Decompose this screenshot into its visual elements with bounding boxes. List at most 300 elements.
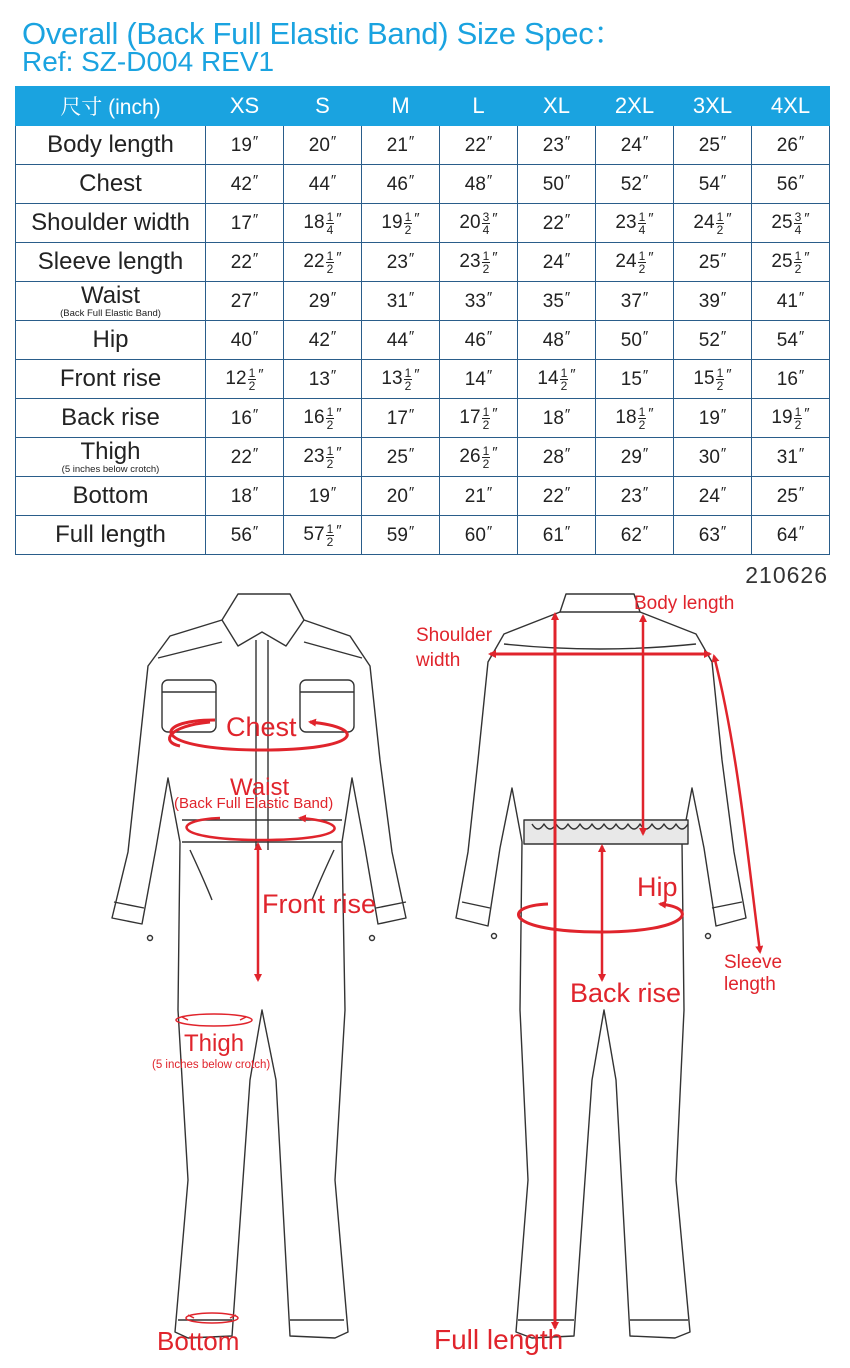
measurement-cell bbox=[518, 282, 596, 321]
measurement-cell bbox=[518, 204, 596, 243]
inch-mark: ″ bbox=[336, 405, 342, 423]
sleeve-length-label-line2: length bbox=[724, 974, 776, 995]
size-spec-table bbox=[15, 86, 830, 555]
row-label bbox=[16, 360, 206, 399]
measurement-fraction: $\frac{1}{2}$ bbox=[560, 365, 568, 393]
measurement-value: 62 bbox=[620, 525, 642, 546]
measurement-cell bbox=[206, 282, 284, 321]
measurement-value: 33 bbox=[464, 291, 486, 312]
measurement-value: 16 bbox=[230, 408, 252, 429]
measurement-value: 23 bbox=[459, 251, 481, 273]
measurement-value: 24 bbox=[542, 252, 564, 273]
body-length-label: Body length bbox=[634, 593, 735, 614]
row-label-text: Thigh bbox=[80, 437, 141, 465]
measurement-value: 31 bbox=[776, 447, 798, 468]
measurement-value: 27 bbox=[230, 291, 252, 312]
row-label-text: Bottom bbox=[72, 482, 149, 509]
inch-mark: ″ bbox=[492, 210, 498, 228]
measurement-cell bbox=[206, 243, 284, 282]
row-label bbox=[16, 126, 206, 165]
row-label bbox=[16, 321, 206, 360]
measurement-cell bbox=[752, 165, 830, 204]
inch-mark: ″ bbox=[798, 445, 805, 462]
inch-mark: ″ bbox=[492, 405, 498, 423]
measurement-value: 41 bbox=[776, 291, 798, 312]
garment-diagram bbox=[0, 580, 850, 1368]
measurement-cell bbox=[206, 321, 284, 360]
hip-label: Hip bbox=[637, 872, 678, 902]
measurement-cell bbox=[596, 399, 674, 438]
measurement-cell bbox=[752, 516, 830, 555]
measurement-fraction: $\frac{1}{2}$ bbox=[326, 521, 334, 549]
measurement-value: 22 bbox=[542, 213, 564, 234]
inch-mark: ″ bbox=[336, 249, 342, 267]
measurement-cell bbox=[596, 282, 674, 321]
reference-number: Ref: SZ-D004 REV1 bbox=[22, 46, 275, 77]
row-label bbox=[16, 438, 206, 477]
measurement-cell bbox=[284, 399, 362, 438]
measurement-cell bbox=[206, 165, 284, 204]
inch-mark: ″ bbox=[804, 210, 810, 228]
measurement-value: 29 bbox=[308, 291, 330, 312]
measurement-fraction: $\frac{1}{2}$ bbox=[716, 209, 724, 237]
header-size: XS bbox=[206, 87, 284, 126]
measurement-value: 61 bbox=[542, 525, 564, 546]
measurement-cell bbox=[518, 243, 596, 282]
measurement-fraction: $\frac{1}{2}$ bbox=[638, 248, 646, 276]
inch-mark: ″ bbox=[648, 405, 654, 423]
measurement-cell bbox=[284, 243, 362, 282]
measurement-cell bbox=[674, 204, 752, 243]
measurement-cell bbox=[596, 516, 674, 555]
measurement-value: 18 bbox=[542, 408, 564, 429]
measurement-cell bbox=[284, 438, 362, 477]
row-sublabel: (5 inches below crotch) bbox=[61, 463, 160, 475]
measurement-cell bbox=[440, 204, 518, 243]
inch-mark: ″ bbox=[414, 366, 420, 384]
inch-mark: ″ bbox=[486, 133, 493, 150]
inch-mark: ″ bbox=[486, 172, 493, 189]
row-label bbox=[16, 165, 206, 204]
measurement-value: 19 bbox=[308, 486, 330, 507]
measurement-value: 26 bbox=[459, 446, 481, 468]
table-body bbox=[16, 126, 830, 555]
inch-mark: ″ bbox=[564, 133, 571, 150]
inch-mark: ″ bbox=[252, 133, 259, 150]
inch-mark: ″ bbox=[720, 133, 727, 150]
inch-mark: ″ bbox=[564, 250, 571, 267]
measurement-value: 18 bbox=[230, 486, 252, 507]
measurement-value: 25 bbox=[771, 251, 793, 273]
measurement-value: 52 bbox=[698, 330, 720, 351]
measurement-value: 16 bbox=[303, 407, 325, 429]
measurement-cell bbox=[440, 321, 518, 360]
measurement-value: 24 bbox=[615, 251, 637, 273]
table-row bbox=[16, 204, 830, 243]
measurement-cell bbox=[284, 282, 362, 321]
measurement-cell bbox=[362, 204, 440, 243]
inch-mark: ″ bbox=[486, 328, 493, 345]
measurement-cell bbox=[596, 126, 674, 165]
measurement-value: 63 bbox=[698, 525, 720, 546]
full-length-label: Full length bbox=[434, 1324, 564, 1355]
measurement-cell bbox=[752, 360, 830, 399]
inch-mark: ″ bbox=[720, 289, 727, 306]
measurement-value: 22 bbox=[230, 252, 252, 273]
measurement-value: 39 bbox=[698, 291, 720, 312]
measurement-cell bbox=[596, 204, 674, 243]
measurement-value: 42 bbox=[308, 330, 330, 351]
measurement-cell bbox=[440, 516, 518, 555]
inch-mark: ″ bbox=[804, 405, 810, 423]
measurement-cell bbox=[284, 165, 362, 204]
measurement-cell bbox=[440, 126, 518, 165]
measurement-value: 56 bbox=[776, 174, 798, 195]
measurement-value: 23 bbox=[386, 252, 408, 273]
table-row bbox=[16, 399, 830, 438]
measurement-fraction: $\frac{1}{2}$ bbox=[794, 248, 802, 276]
measurement-fraction: $\frac{1}{2}$ bbox=[482, 248, 490, 276]
measurement-fraction: $\frac{1}{2}$ bbox=[326, 248, 334, 276]
row-label-text: Full length bbox=[55, 521, 166, 548]
waist-sublabel: (Back Full Elastic Band) bbox=[174, 795, 334, 812]
measurement-value: 22 bbox=[230, 447, 252, 468]
measurement-cell bbox=[752, 126, 830, 165]
inch-mark: ″ bbox=[798, 367, 805, 384]
waist-label: Waist bbox=[230, 774, 290, 801]
chest-label: Chest bbox=[226, 712, 297, 742]
inch-mark: ″ bbox=[720, 484, 727, 501]
measurement-cell bbox=[752, 477, 830, 516]
row-label-text: Front rise bbox=[59, 365, 162, 392]
measurement-cell bbox=[518, 399, 596, 438]
inch-mark: ″ bbox=[726, 210, 732, 228]
measurement-value: 17 bbox=[459, 407, 481, 429]
inch-mark: ″ bbox=[252, 172, 259, 189]
measurement-value: 20 bbox=[459, 212, 481, 234]
inch-mark: ″ bbox=[252, 523, 259, 540]
front-measurement-lines bbox=[170, 720, 348, 980]
inch-mark: ″ bbox=[414, 210, 420, 228]
measurement-cell bbox=[674, 477, 752, 516]
measurement-cell bbox=[674, 399, 752, 438]
measurement-value: 48 bbox=[464, 174, 486, 195]
inch-mark: ″ bbox=[252, 289, 259, 306]
measurement-value: 26 bbox=[776, 135, 798, 156]
measurement-cell bbox=[440, 399, 518, 438]
table-row bbox=[16, 126, 830, 165]
measurement-cell bbox=[440, 165, 518, 204]
inch-mark: ″ bbox=[486, 289, 493, 306]
inch-mark: ″ bbox=[798, 172, 805, 189]
measurement-value: 24 bbox=[693, 212, 715, 234]
shoulder-width-label-line1: Shoulder bbox=[416, 625, 493, 646]
row-label-text: Back rise bbox=[61, 404, 160, 431]
inch-mark: ″ bbox=[720, 328, 727, 345]
measurement-value: 14 bbox=[537, 368, 559, 390]
header-size: S bbox=[284, 87, 362, 126]
row-label-text: Chest bbox=[79, 170, 142, 197]
thigh-sublabel: (5 inches below crotch) bbox=[152, 1059, 271, 1071]
inch-mark: ″ bbox=[720, 172, 727, 189]
measurement-value: 25 bbox=[698, 135, 720, 156]
measurement-value: 37 bbox=[620, 291, 642, 312]
header-size: L bbox=[440, 87, 518, 126]
measurement-value: 23 bbox=[620, 486, 642, 507]
measurement-value: 28 bbox=[542, 447, 564, 468]
inch-mark: ″ bbox=[252, 328, 259, 345]
measurement-cell bbox=[752, 321, 830, 360]
inch-mark: ″ bbox=[720, 406, 727, 423]
inch-mark: ″ bbox=[648, 210, 654, 228]
thigh-label: Thigh bbox=[184, 1030, 245, 1057]
inch-mark: ″ bbox=[642, 484, 649, 501]
inch-mark: ″ bbox=[408, 445, 415, 462]
measurement-cell bbox=[206, 516, 284, 555]
measurement-cell bbox=[440, 360, 518, 399]
measurement-value: 24 bbox=[698, 486, 720, 507]
measurement-value: 22 bbox=[464, 135, 486, 156]
row-sublabel: (Back Full Elastic Band) bbox=[60, 307, 161, 319]
inch-mark: ″ bbox=[642, 328, 649, 345]
measurement-value: 44 bbox=[308, 174, 330, 195]
header-size: M bbox=[362, 87, 440, 126]
inch-mark: ″ bbox=[642, 523, 649, 540]
measurement-cell bbox=[674, 165, 752, 204]
measurement-value: 13 bbox=[308, 369, 330, 390]
inch-mark: ″ bbox=[408, 328, 415, 345]
inch-mark: ″ bbox=[252, 211, 259, 228]
measurement-cell bbox=[518, 438, 596, 477]
row-label bbox=[16, 477, 206, 516]
measurement-value: 25 bbox=[776, 486, 798, 507]
header-size: 2XL bbox=[596, 87, 674, 126]
measurement-value: 17 bbox=[230, 213, 252, 234]
measurement-cell bbox=[362, 399, 440, 438]
inch-mark: ″ bbox=[720, 523, 727, 540]
measurement-fraction: $\frac{1}{2}$ bbox=[638, 404, 646, 432]
measurement-value: 21 bbox=[386, 135, 408, 156]
measurement-value: 54 bbox=[698, 174, 720, 195]
header-size: 3XL bbox=[674, 87, 752, 126]
header-size: XL bbox=[518, 87, 596, 126]
table-row bbox=[16, 516, 830, 555]
measurement-fraction: $\frac{1}{2}$ bbox=[404, 365, 412, 393]
inch-mark: ″ bbox=[330, 172, 337, 189]
measurement-fraction: $\frac{1}{4}$ bbox=[326, 209, 334, 237]
inch-mark: ″ bbox=[486, 367, 493, 384]
inch-mark: ″ bbox=[408, 523, 415, 540]
inch-mark: ″ bbox=[330, 484, 337, 501]
measurement-value: 25 bbox=[386, 447, 408, 468]
measurement-cell bbox=[440, 438, 518, 477]
measurement-value: 44 bbox=[386, 330, 408, 351]
measurement-cell bbox=[206, 126, 284, 165]
inch-mark: ″ bbox=[408, 172, 415, 189]
measurement-cell bbox=[362, 360, 440, 399]
measurement-cell bbox=[674, 516, 752, 555]
measurement-cell bbox=[674, 126, 752, 165]
back-measurement-lines bbox=[490, 614, 760, 1328]
measurement-cell bbox=[206, 399, 284, 438]
inch-mark: ″ bbox=[564, 172, 571, 189]
inch-mark: ″ bbox=[330, 328, 337, 345]
measurement-value: 60 bbox=[464, 525, 486, 546]
measurement-fraction: $\frac{1}{2}$ bbox=[326, 404, 334, 432]
measurement-cell bbox=[284, 126, 362, 165]
document-code: 210626 bbox=[745, 562, 828, 588]
measurement-value: 24 bbox=[620, 135, 642, 156]
measurement-fraction: $\frac{1}{2}$ bbox=[404, 209, 412, 237]
measurement-cell bbox=[284, 516, 362, 555]
measurement-value: 42 bbox=[230, 174, 252, 195]
shoulder-width-label-line2: width bbox=[416, 650, 461, 671]
inch-mark: ″ bbox=[486, 484, 493, 501]
measurement-cell bbox=[752, 438, 830, 477]
measurement-cell bbox=[752, 282, 830, 321]
inch-mark: ″ bbox=[642, 445, 649, 462]
inch-mark: ″ bbox=[330, 133, 337, 150]
measurement-cell bbox=[284, 360, 362, 399]
measurement-value: 18 bbox=[303, 212, 325, 234]
measurement-value: 13 bbox=[381, 368, 403, 390]
measurement-cell bbox=[752, 399, 830, 438]
front-rise-label: Front rise bbox=[262, 889, 377, 919]
inch-mark: ″ bbox=[720, 250, 727, 267]
table-header-row bbox=[16, 87, 830, 126]
measurement-cell bbox=[596, 165, 674, 204]
row-label bbox=[16, 399, 206, 438]
measurement-fraction: $\frac{3}{4}$ bbox=[482, 209, 490, 237]
sleeve-length-label-line1: Sleeve bbox=[724, 952, 783, 973]
measurement-cell bbox=[596, 321, 674, 360]
row-label-text: Shoulder width bbox=[31, 209, 190, 236]
inch-mark: ″ bbox=[564, 445, 571, 462]
measurement-value: 16 bbox=[776, 369, 798, 390]
row-label-text: Hip bbox=[92, 326, 129, 353]
measurement-fraction: $\frac{1}{2}$ bbox=[716, 365, 724, 393]
page-title: Overall (Back Full Elastic Band) Size Spec： bbox=[22, 16, 625, 51]
measurement-value: 23 bbox=[303, 446, 325, 468]
measurement-cell bbox=[362, 438, 440, 477]
inch-mark: ″ bbox=[252, 484, 259, 501]
inch-mark: ″ bbox=[336, 444, 342, 462]
header-unit-label: 尺寸 (inch) bbox=[16, 87, 206, 126]
inch-mark: ″ bbox=[648, 249, 654, 267]
row-label bbox=[16, 516, 206, 555]
measurement-value: 22 bbox=[303, 251, 325, 273]
measurement-cell bbox=[752, 204, 830, 243]
inch-mark: ″ bbox=[492, 444, 498, 462]
measurement-cell bbox=[752, 243, 830, 282]
measurement-value: 20 bbox=[308, 135, 330, 156]
inch-mark: ″ bbox=[642, 289, 649, 306]
measurement-value: 48 bbox=[542, 330, 564, 351]
inch-mark: ″ bbox=[798, 484, 805, 501]
measurement-cell bbox=[284, 204, 362, 243]
measurement-cell bbox=[674, 360, 752, 399]
table-row bbox=[16, 360, 830, 399]
inch-mark: ″ bbox=[564, 289, 571, 306]
measurement-value: 19 bbox=[381, 212, 403, 234]
measurement-cell bbox=[206, 204, 284, 243]
table-row bbox=[16, 477, 830, 516]
row-label bbox=[16, 204, 206, 243]
inch-mark: ″ bbox=[336, 522, 342, 540]
measurement-value: 46 bbox=[386, 174, 408, 195]
measurement-value: 59 bbox=[386, 525, 408, 546]
inch-mark: ″ bbox=[330, 289, 337, 306]
inch-mark: ″ bbox=[726, 366, 732, 384]
measurement-cell bbox=[440, 282, 518, 321]
measurement-value: 19 bbox=[230, 135, 252, 156]
table-row bbox=[16, 438, 830, 477]
measurement-cell bbox=[518, 126, 596, 165]
measurement-value: 31 bbox=[386, 291, 408, 312]
measurement-value: 30 bbox=[698, 447, 720, 468]
measurement-cell bbox=[362, 321, 440, 360]
row-label-text: Sleeve length bbox=[37, 248, 184, 275]
measurement-cell bbox=[596, 477, 674, 516]
inch-mark: ″ bbox=[486, 523, 493, 540]
table-row bbox=[16, 243, 830, 282]
inch-mark: ″ bbox=[642, 172, 649, 189]
measurement-cell bbox=[362, 165, 440, 204]
measurement-cell bbox=[674, 243, 752, 282]
measurement-value: 15 bbox=[620, 369, 642, 390]
inch-mark: ″ bbox=[408, 133, 415, 150]
measurement-value: 22 bbox=[542, 486, 564, 507]
measurement-value: 19 bbox=[698, 408, 720, 429]
measurement-fraction: $\frac{1}{2}$ bbox=[482, 443, 490, 471]
inch-mark: ″ bbox=[330, 367, 337, 384]
measurement-value: 18 bbox=[615, 407, 637, 429]
measurement-cell bbox=[596, 438, 674, 477]
measurement-value: 56 bbox=[230, 525, 252, 546]
inch-mark: ″ bbox=[720, 445, 727, 462]
measurement-cell bbox=[206, 360, 284, 399]
measurement-cell bbox=[674, 438, 752, 477]
measurement-cell bbox=[518, 477, 596, 516]
measurement-fraction: $\frac{1}{4}$ bbox=[638, 209, 646, 237]
table-row bbox=[16, 165, 830, 204]
measurement-cell bbox=[284, 477, 362, 516]
table-row bbox=[16, 282, 830, 321]
inch-mark: ″ bbox=[798, 328, 805, 345]
inch-mark: ″ bbox=[492, 249, 498, 267]
inch-mark: ″ bbox=[408, 289, 415, 306]
measurement-cell bbox=[362, 516, 440, 555]
inch-mark: ″ bbox=[798, 133, 805, 150]
inch-mark: ″ bbox=[336, 210, 342, 228]
measurement-cell bbox=[596, 360, 674, 399]
row-label bbox=[16, 282, 206, 321]
measurement-fraction: $\frac{1}{2}$ bbox=[794, 404, 802, 432]
row-label bbox=[16, 243, 206, 282]
measurement-cell bbox=[518, 360, 596, 399]
measurement-cell bbox=[362, 477, 440, 516]
inch-mark: ″ bbox=[258, 366, 264, 384]
measurement-fraction: $\frac{1}{2}$ bbox=[248, 365, 256, 393]
inch-mark: ″ bbox=[564, 211, 571, 228]
measurement-cell bbox=[206, 477, 284, 516]
inch-mark: ″ bbox=[642, 367, 649, 384]
inch-mark: ″ bbox=[408, 484, 415, 501]
measurement-value: 54 bbox=[776, 330, 798, 351]
row-label-text: Waist bbox=[80, 281, 141, 309]
measurement-value: 25 bbox=[771, 212, 793, 234]
measurement-cell bbox=[440, 243, 518, 282]
